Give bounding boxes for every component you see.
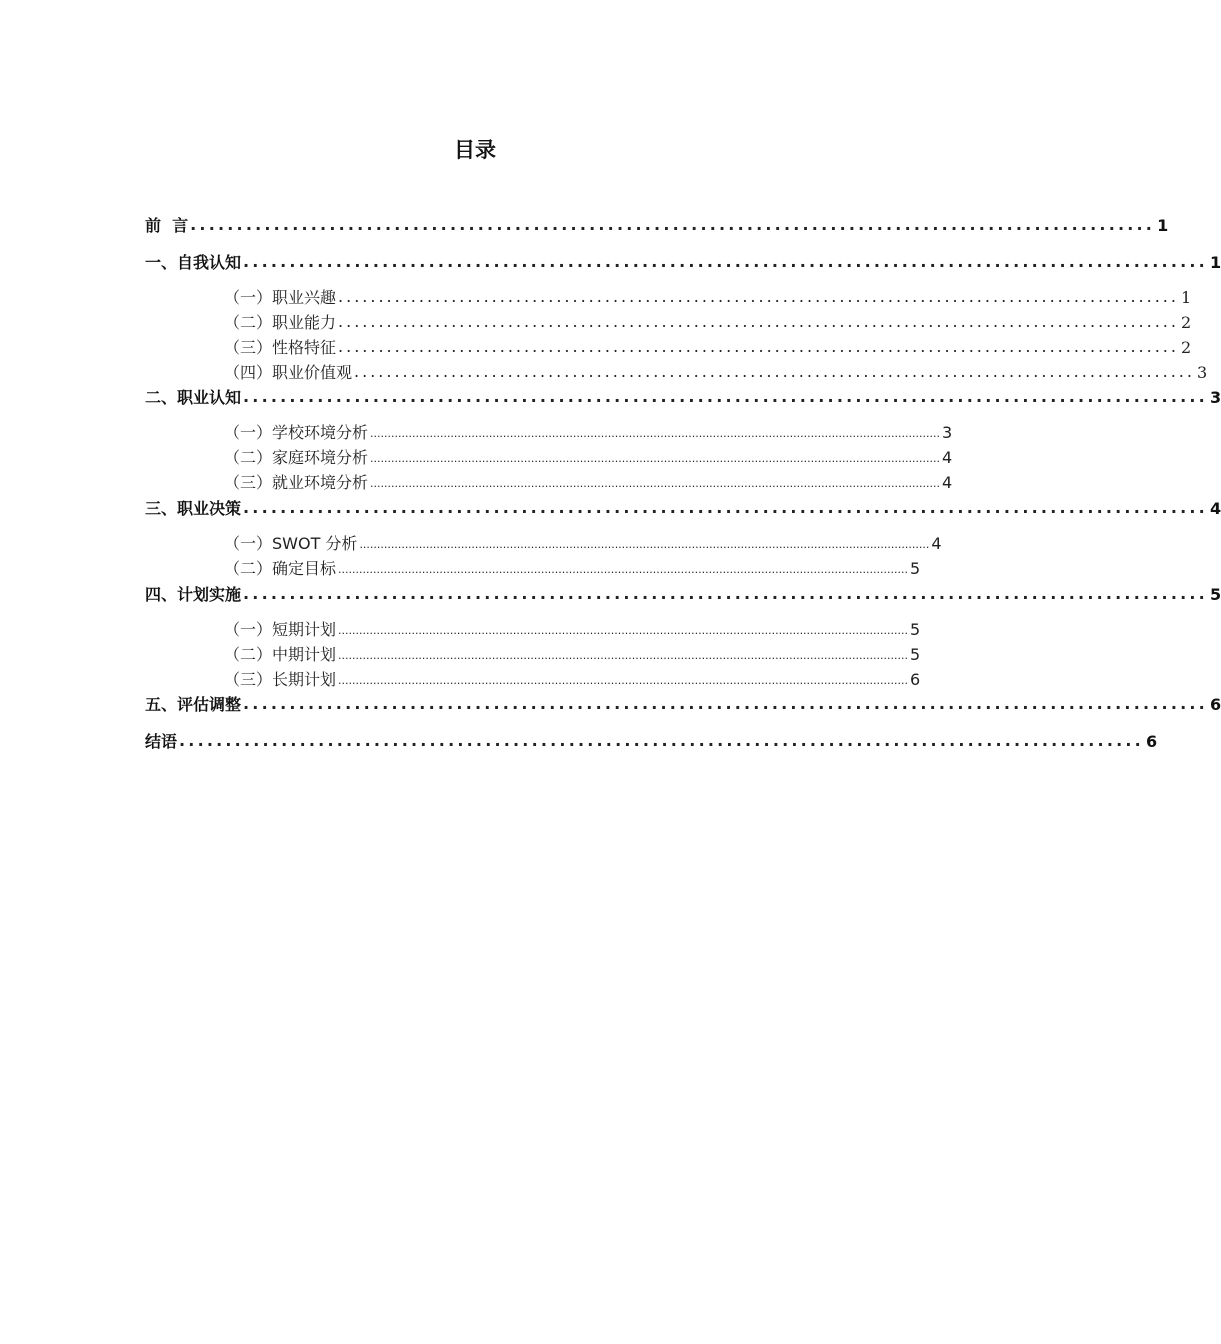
toc-entry-page: 3: [1209, 388, 1221, 407]
toc-subentry[interactable]: [224, 310, 1192, 333]
dot-leader: ...................................................................................................................................................................: [338, 674, 908, 687]
toc-entry[interactable]: [145, 729, 1158, 752]
toc-entry-page: 5: [909, 620, 921, 639]
toc-entry-label: 结语: [145, 732, 178, 751]
toc-entry-label: 二、职业认知: [145, 388, 242, 407]
toc-entry-page: 1: [1180, 288, 1192, 307]
toc-entry-page: 4: [941, 448, 953, 467]
toc-entry-page: 6: [909, 670, 921, 689]
dot-leader: ........................................................................................................: [354, 362, 1195, 381]
toc-subentry[interactable]: [224, 335, 1192, 358]
toc-subentry[interactable]: [224, 420, 953, 443]
toc-title: 目录: [454, 138, 496, 162]
toc-subentry[interactable]: [224, 531, 942, 554]
toc-entry-label: （三）性格特征: [224, 338, 337, 357]
toc-subentry[interactable]: [224, 445, 953, 468]
dot-leader: ........................................................................................................: [243, 694, 1208, 713]
toc-entry-label: （三）长期计划: [224, 670, 337, 689]
dot-leader: ........................................................................................................: [190, 215, 1156, 234]
toc-entry-page: 4: [941, 473, 953, 492]
toc-entry-page: 6: [1209, 695, 1221, 714]
toc-entry-label: （四）职业价值观: [224, 363, 353, 382]
toc-entry-page: 2: [1180, 313, 1192, 332]
toc-subentry[interactable]: [224, 642, 921, 665]
toc-entry-label: （一）学校环境分析: [224, 423, 369, 442]
toc-subentry[interactable]: [224, 470, 953, 493]
toc-entry-page: 5: [1209, 585, 1221, 604]
toc-entry-label: （三）就业环境分析: [224, 473, 369, 492]
toc-entry-label: （一）职业兴趣: [224, 288, 337, 307]
toc-entry-label: （一）短期计划: [224, 620, 337, 639]
toc-entry-page: 1: [1157, 216, 1169, 235]
dot-leader: ...................................................................................................................................................................: [338, 563, 908, 576]
toc-entry-page: 3: [941, 423, 953, 442]
dot-leader: ...................................................................................................................................................................: [359, 538, 930, 551]
toc-subentry[interactable]: [224, 617, 921, 640]
toc-entry-label: 三、职业决策: [145, 499, 242, 518]
toc-entry[interactable]: [145, 692, 1221, 715]
toc-entry-label: （二）中期计划: [224, 645, 337, 664]
toc-entry-label: 一、自我认知: [145, 253, 242, 272]
dot-leader: ...................................................................................................................................................................: [370, 477, 940, 490]
toc-subentry[interactable]: [224, 556, 921, 579]
toc-subentry[interactable]: [224, 667, 921, 690]
toc-subentry[interactable]: [224, 360, 1208, 383]
toc-entry-page: 4: [1209, 499, 1221, 518]
toc-entry[interactable]: [145, 582, 1221, 605]
dot-leader: ........................................................................................................: [338, 312, 1179, 331]
dot-leader: ........................................................................................................: [243, 498, 1208, 517]
toc-entry[interactable]: [145, 496, 1221, 519]
dot-leader: ........................................................................................................: [338, 287, 1179, 306]
toc-entry[interactable]: [145, 213, 1169, 236]
toc-entry[interactable]: [145, 250, 1221, 273]
toc-entry-page: 3: [1196, 363, 1208, 382]
toc-entry-page: 4: [931, 534, 942, 553]
dot-leader: ...................................................................................................................................................................: [370, 452, 940, 465]
toc-entry-page: 1: [1209, 253, 1221, 272]
dot-leader: ...................................................................................................................................................................: [338, 624, 908, 637]
toc-entry-label: 前 言: [145, 216, 189, 235]
dot-leader: ........................................................................................................: [179, 731, 1144, 750]
dot-leader: ...................................................................................................................................................................: [338, 649, 908, 662]
toc-entry-page: 5: [909, 559, 921, 578]
toc-entry-label: （一）SWOT 分析: [224, 534, 358, 553]
toc-entry-label: 五、评估调整: [145, 695, 242, 714]
dot-leader: ...................................................................................................................................................................: [370, 427, 940, 440]
toc-entry-page: 2: [1180, 338, 1192, 357]
toc-entry[interactable]: [145, 385, 1221, 408]
toc-entry-label: （二）家庭环境分析: [224, 448, 369, 467]
toc-entry-page: 5: [909, 645, 921, 664]
toc-subentry[interactable]: [224, 285, 1192, 308]
dot-leader: ........................................................................................................: [243, 584, 1208, 603]
dot-leader: ........................................................................................................: [243, 387, 1208, 406]
toc-entry-label: （二）职业能力: [224, 313, 337, 332]
toc-entry-page: 6: [1145, 732, 1158, 751]
dot-leader: ........................................................................................................: [243, 252, 1208, 271]
dot-leader: ........................................................................................................: [338, 337, 1179, 356]
toc-entry-label: 四、计划实施: [145, 585, 242, 604]
toc-entry-label: （二）确定目标: [224, 559, 337, 578]
